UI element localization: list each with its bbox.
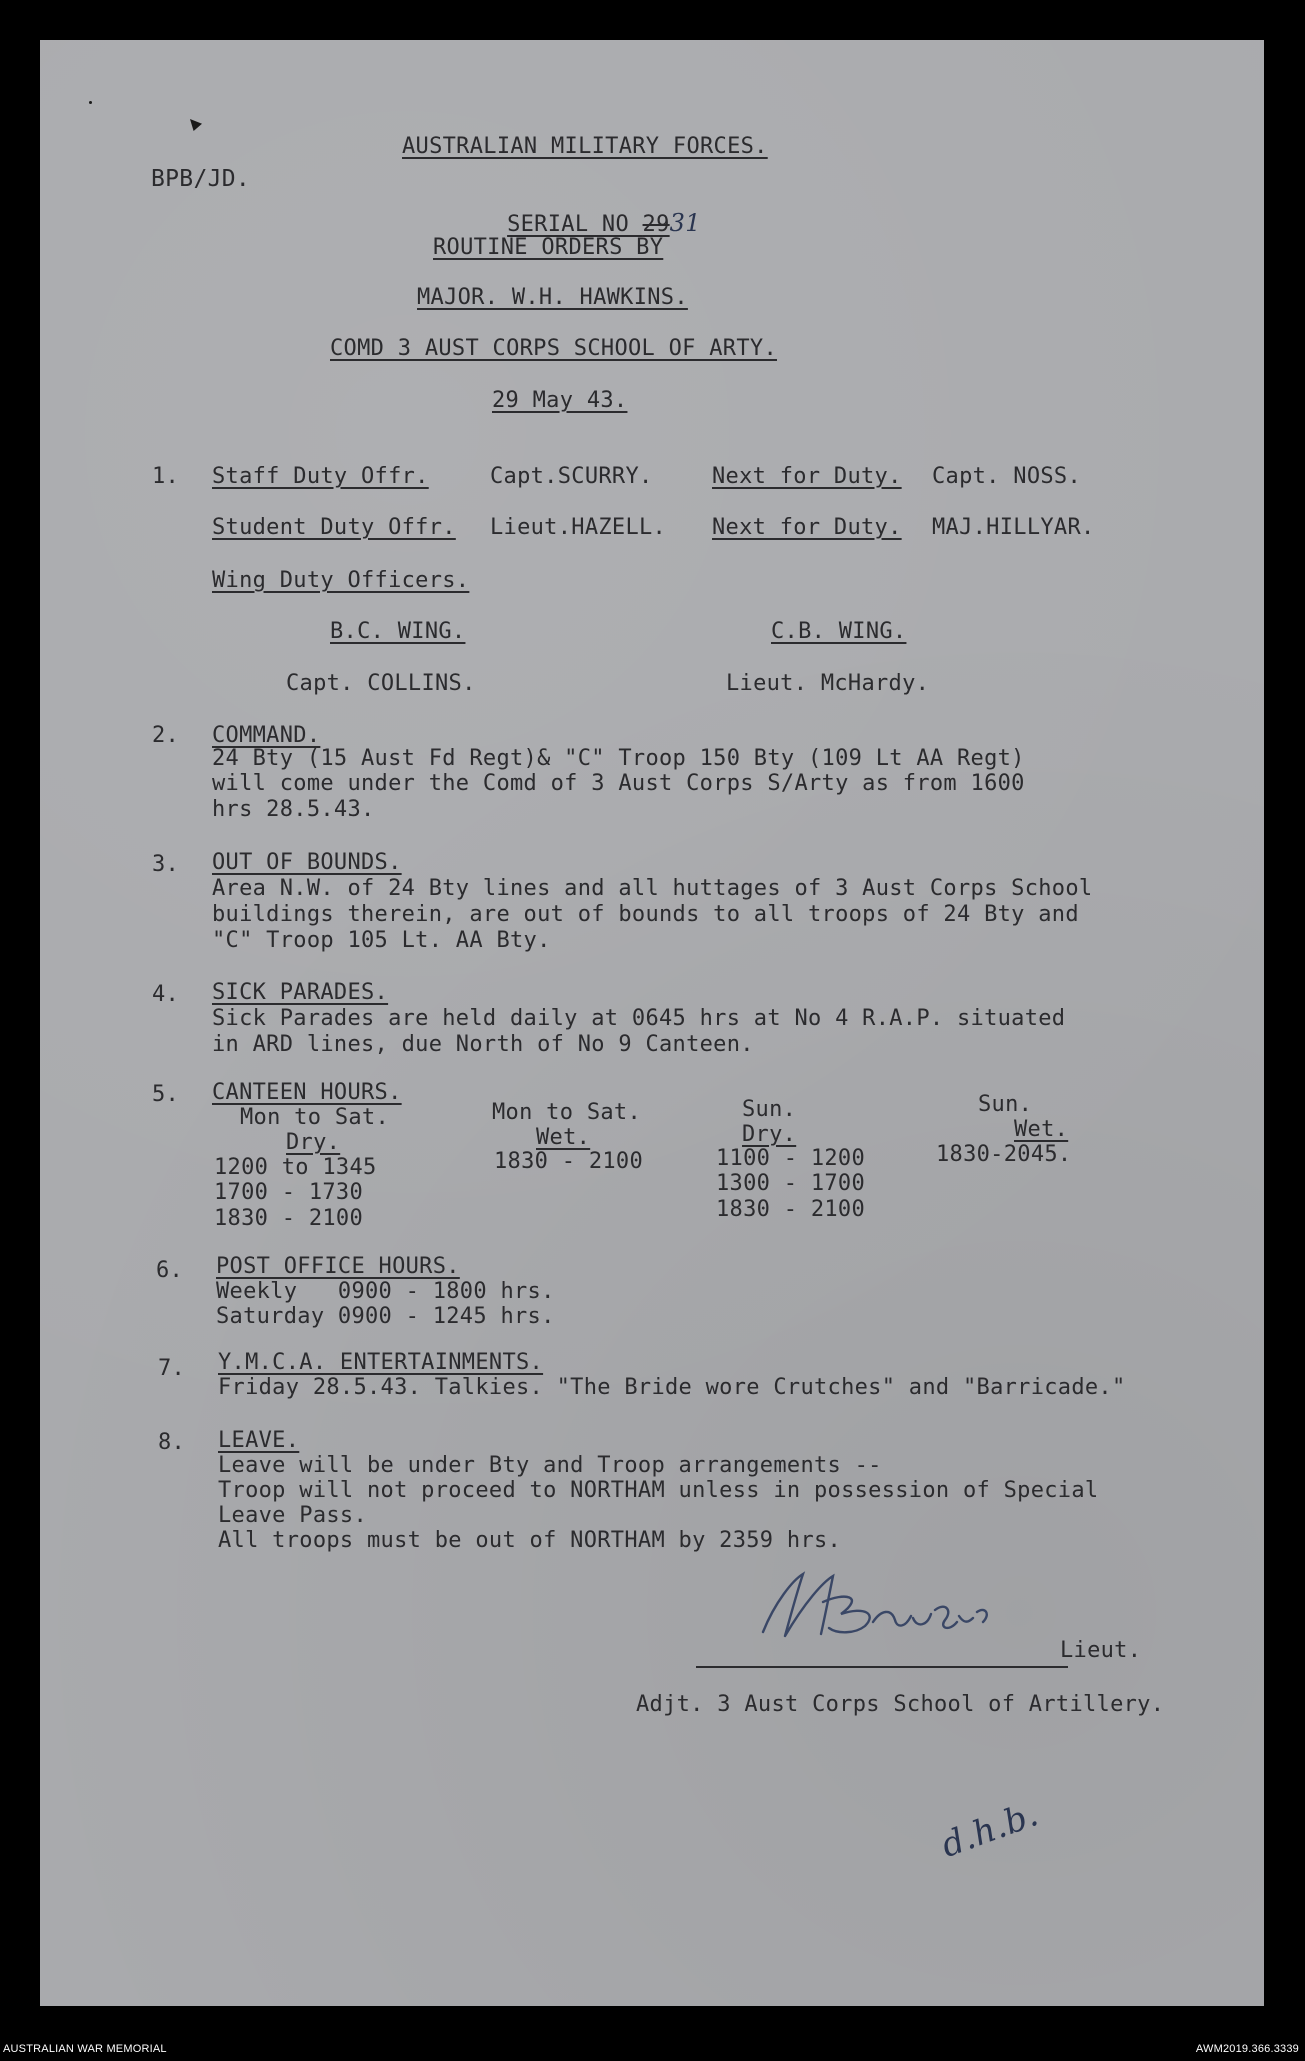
reference-code: BPB/JD. [151,166,251,192]
serial-handwritten: 31 [669,209,701,237]
handwritten-initials: d.h.b. [936,1794,1044,1866]
item-number: 3. [152,852,180,877]
section-heading: OUT OF BOUNDS. [212,850,402,875]
item-number: 6. [156,1258,184,1283]
canteen-col-heading: Mon to Sat. [240,1105,389,1130]
section-line: "C" Troop 105 Lt. AA Bty. [212,928,551,953]
bc-wing-officer: Capt. COLLINS. [286,671,476,696]
item-number: 2. [152,723,180,748]
section-line: buildings therein, are out of bounds to all troops of 24 Bty and [212,902,1079,927]
section-line: Friday 28.5.43. Talkies. "The Bride wore Crutches" and "Barricade." [218,1375,1126,1400]
section-heading: LEAVE. [218,1428,300,1453]
section-heading: CANTEEN HOURS. [212,1080,402,1105]
signatory-title: Adjt. 3 Aust Corps School of Artillery. [636,1692,1165,1717]
section-line: will come under the Comd of 3 Aust Corps S/Arty as from 1600 [212,771,1025,796]
section-heading: COMMAND. [212,723,321,748]
canteen-time: 1700 - 1730 [214,1180,363,1205]
canteen-time: 1830 - 2100 [494,1149,643,1174]
signature-line [696,1666,1068,1668]
canteen-col-type: Dry. [742,1122,797,1147]
canteen-col-type: Dry. [286,1130,341,1155]
section-line: All troops must be out of NORTHAM by 2359 hrs. [218,1528,842,1553]
student-duty-label: Student Duty Offr. [212,515,456,540]
section-line: Troop will not proceed to NORTHAM unless in possession of Special [218,1478,1099,1503]
section-heading: POST OFFICE HOURS. [216,1254,460,1279]
student-duty-value: Lieut.HAZELL. [490,515,667,540]
section-line: hrs 28.5.43. [212,797,375,822]
canteen-col-heading: Sun. [742,1097,797,1122]
cb-wing-officer: Lieut. McHardy. [726,671,930,696]
section-line: Area N.W. of 24 Bty lines and all huttages of 3 Aust Corps School [212,876,1093,901]
signatory-rank: Lieut. [1060,1638,1142,1663]
staff-next-value: Capt. NOSS. [932,464,1081,489]
cb-wing-heading: C.B. WING. [771,619,907,644]
footer-source: AUSTRALIAN WAR MEMORIAL [3,2043,167,2055]
staff-duty-label: Staff Duty Offr. [212,464,429,489]
canteen-time: 1300 - 1700 [716,1171,865,1196]
handwritten-signature [745,1562,1015,1654]
section-line: Leave Pass. [218,1503,367,1528]
serial-prefix: SERIAL NO [507,212,643,237]
major-name: MAJOR. W.H. HAWKINS. [417,285,688,310]
canteen-col-type: Wet. [1014,1117,1069,1142]
section-line: 24 Bty (15 Aust Fd Regt)& "C" Troop 150 Bty (109 Lt AA Regt) [212,746,1025,771]
section-heading: SICK PARADES. [212,980,389,1005]
footer-accession: AWM2019.366.3339 [1195,2043,1299,2055]
item-number: 5. [152,1082,180,1107]
section-heading: Y.M.C.A. ENTERTAINMENTS. [218,1350,544,1375]
command-line: COMD 3 AUST CORPS SCHOOL OF ARTY. [330,336,777,361]
orders-by: ROUTINE ORDERS BY [433,235,664,260]
bc-wing-heading: B.C. WING. [330,619,466,644]
serial-struck: 29 [642,212,670,237]
canteen-time: 1100 - 1200 [716,1146,865,1171]
canteen-col-heading: Sun. [978,1092,1033,1117]
item-number: 7. [158,1356,186,1381]
canteen-time: 1200 to 1345 [214,1155,377,1180]
item-number: 8. [158,1430,186,1455]
canteen-col-heading: Mon to Sat. [492,1100,641,1125]
canteen-time: 1830 - 2100 [716,1197,865,1222]
staff-next-label: Next for Duty. [712,464,902,489]
order-date: 29 May 43. [492,388,628,413]
student-next-label: Next for Duty. [712,515,902,540]
section-line: Leave will be under Bty and Troop arrangements -- [218,1453,882,1478]
section-line: Saturday 0900 - 1245 hrs. [216,1304,555,1329]
student-next-value: MAJ.HILLYAR. [932,515,1095,540]
wing-duty-heading: Wing Duty Officers. [212,568,470,593]
section-line: Sick Parades are held daily at 0645 hrs at No 4 R.A.P. situated [212,1006,1066,1031]
speck-mark [89,101,92,104]
canteen-time: 1830-2045. [936,1142,1072,1167]
staff-duty-value: Capt.SCURRY. [490,464,653,489]
section-line: Weekly 0900 - 1800 hrs. [216,1279,555,1304]
canteen-col-type: Wet. [536,1125,591,1150]
serial-number [480,184,701,238]
canteen-time: 1830 - 2100 [214,1206,363,1231]
item-number: 1. [152,464,180,489]
item-number: 4. [152,982,180,1007]
org-title: AUSTRALIAN MILITARY FORCES. [402,134,768,159]
section-line: in ARD lines, due North of No 9 Canteen. [212,1032,754,1057]
